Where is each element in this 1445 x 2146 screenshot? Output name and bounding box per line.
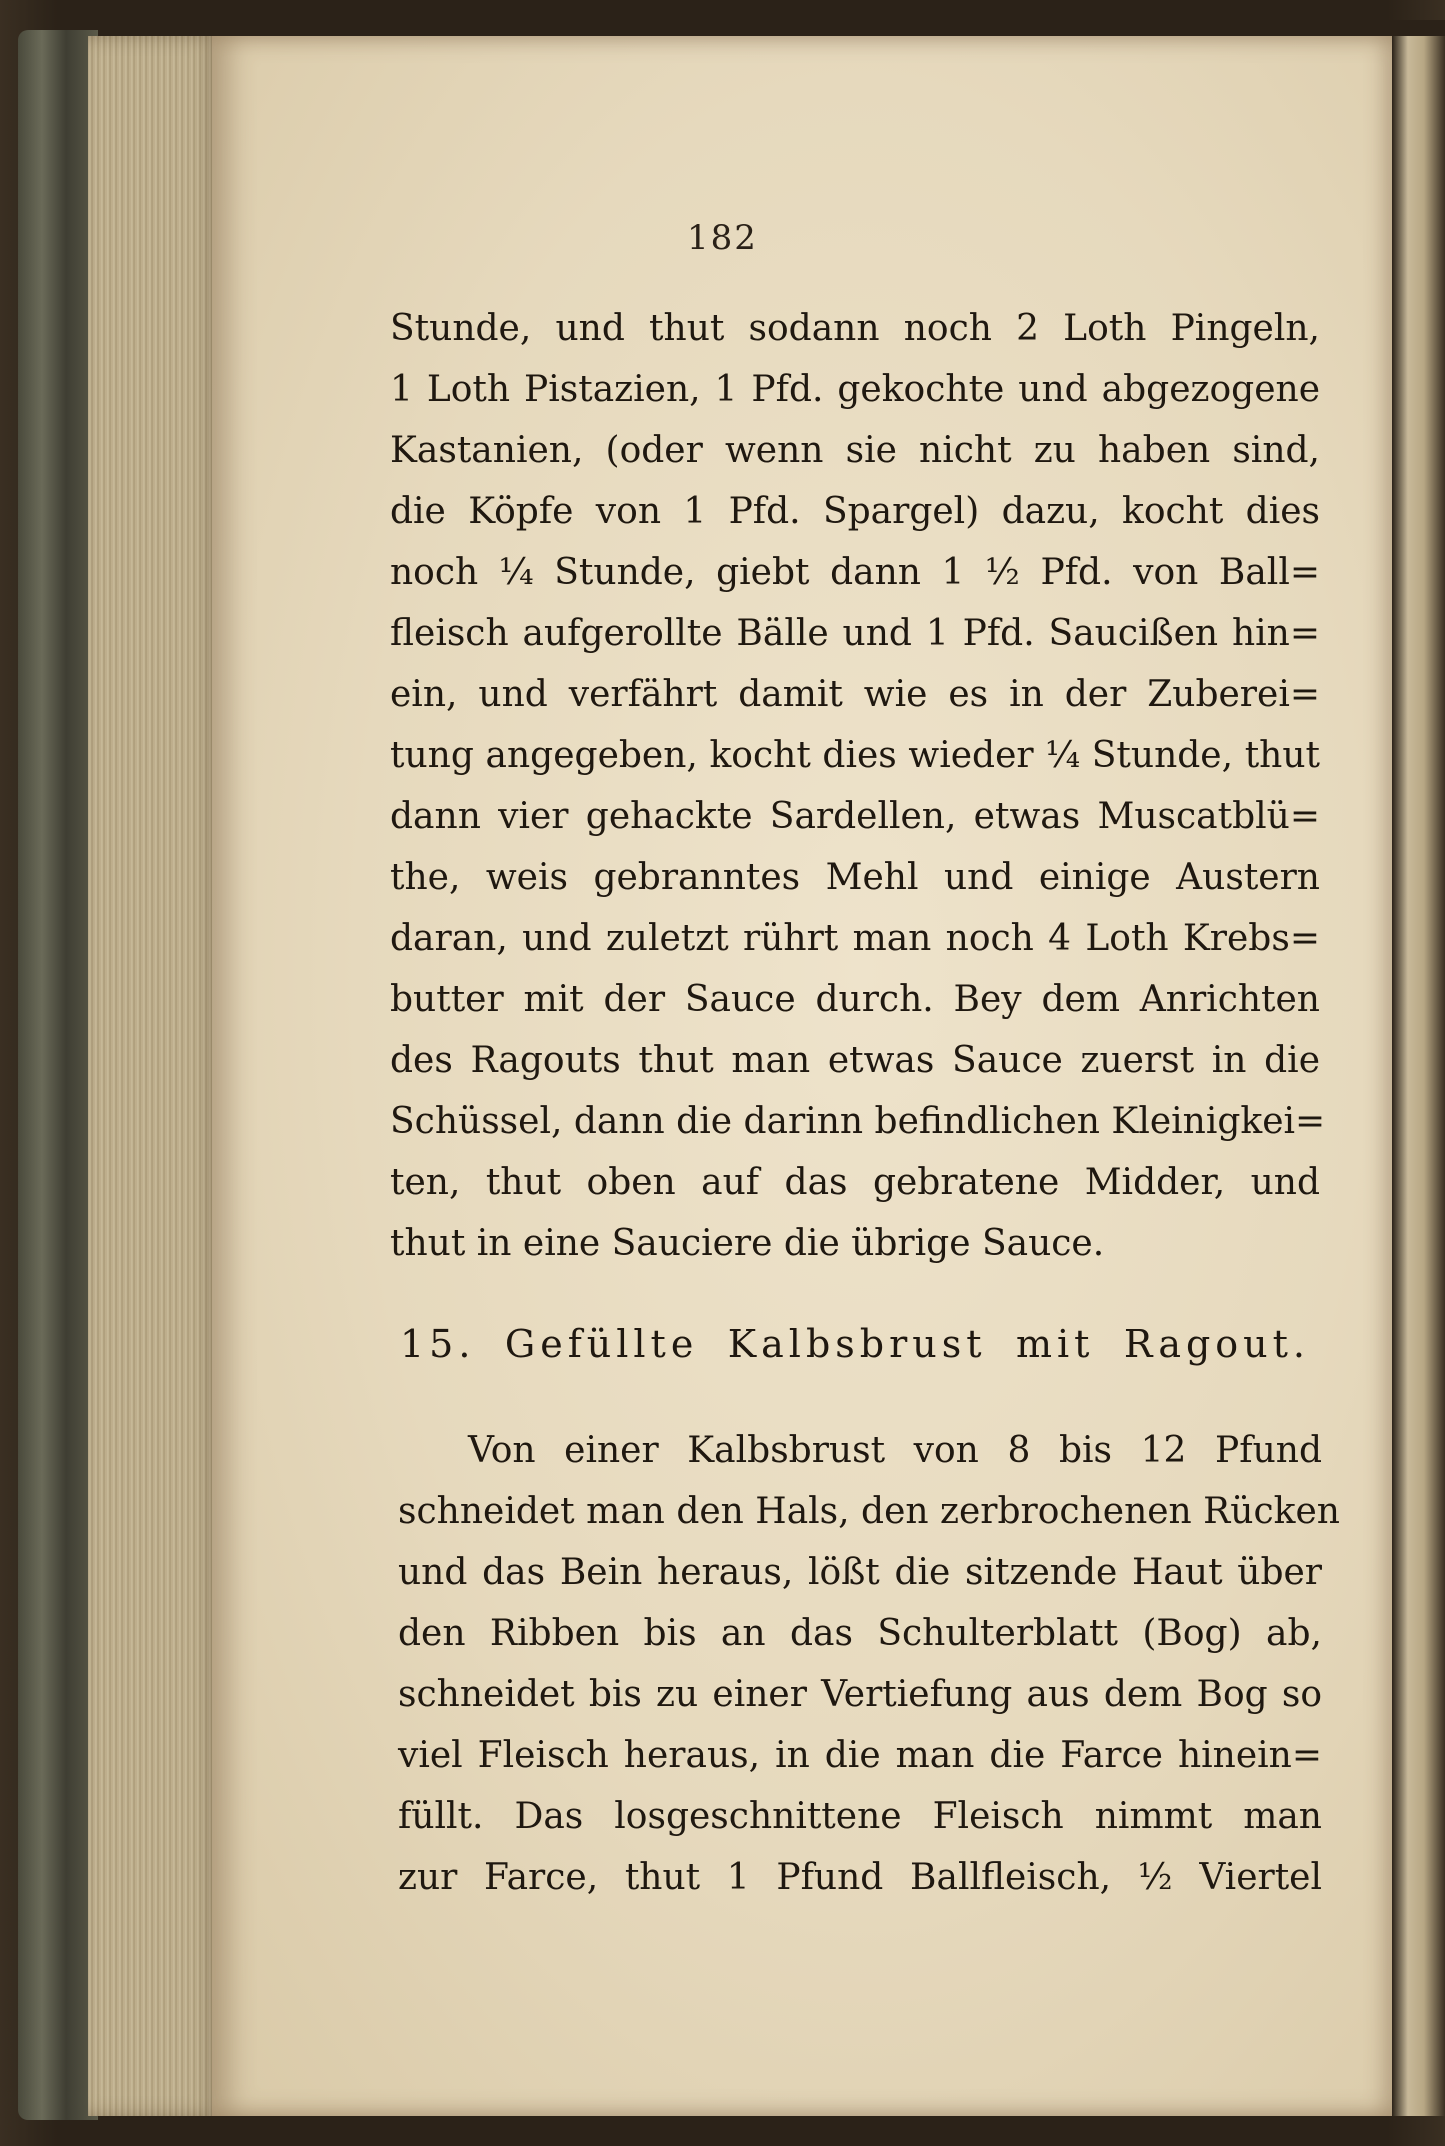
text-line: und das Bein heraus, lößt die sitzende Haut über	[398, 1552, 1322, 1593]
text-line: zur Farce, thut 1 Pfund Ballfleisch, ½ Viertel	[398, 1857, 1322, 1898]
text-line: Stunde, und thut sodann noch 2 Loth Pingeln,	[390, 308, 1320, 349]
section-heading: 15. Gefüllte Kalbsbrust mit Ragout.	[400, 1322, 1310, 1366]
paragraph-1	[390, 298, 1326, 1274]
text-line: füllt. Das losgeschnittene Fleisch nimmt man	[398, 1796, 1322, 1837]
text-line: Schüssel, dann die darinn befindlichen Kleinigkei=	[390, 1101, 1326, 1142]
text-line-last: thut in eine Sauciere die übrige Sauce.	[390, 1223, 1105, 1264]
paragraph-2	[398, 1420, 1340, 1908]
text-line: fleisch aufgerollte Bälle und 1 Pfd. Saucißen hin=	[390, 613, 1320, 654]
text-line: schneidet man den Hals, den zerbrochenen Rücken	[398, 1491, 1340, 1532]
text-line: daran, und zuletzt rührt man noch 4 Loth Krebs=	[390, 918, 1320, 959]
text-line: die Köpfe von 1 Pfd. Spargel) dazu, kocht dies	[390, 491, 1320, 532]
text-line: butter mit der Sauce durch. Bey dem Anrichten	[390, 979, 1320, 1020]
text-line: ein, und verfährt damit wie es in der Zuberei=	[390, 674, 1320, 715]
text-line: schneidet bis zu einer Vertiefung aus dem Bog so	[398, 1674, 1322, 1715]
text-line: Kastanien, (oder wenn sie nicht zu haben sind,	[390, 430, 1320, 471]
text-line: des Ragouts thut man etwas Sauce zuerst in die	[390, 1040, 1320, 1081]
text-line: noch ¼ Stunde, giebt dann 1 ½ Pfd. von Ball=	[390, 552, 1320, 593]
right-page-edge	[1392, 36, 1445, 2116]
text-line-first: Von einer Kalbsbrust von 8 bis 12 Pfund	[468, 1430, 1322, 1471]
page-number: 182	[687, 218, 758, 258]
book-cover-spine	[18, 30, 98, 2120]
text-line: the, weis gebranntes Mehl und einige Austern	[390, 857, 1320, 898]
text-line: den Ribben bis an das Schulterblatt (Bog) ab,	[398, 1613, 1322, 1654]
text-line: ten, thut oben auf das gebratene Midder, und	[390, 1162, 1320, 1203]
text-line: tung angegeben, kocht dies wieder ¼ Stunde, thut	[390, 735, 1320, 776]
text-line: dann vier gehackte Sardellen, etwas Muscatblü=	[390, 796, 1320, 837]
text-line: viel Fleisch heraus, in die man die Farce hinein=	[398, 1735, 1322, 1776]
page-block-edge	[88, 36, 220, 2116]
text-line: 1 Loth Pistazien, 1 Pfd. gekochte und abgezogene	[390, 369, 1320, 410]
